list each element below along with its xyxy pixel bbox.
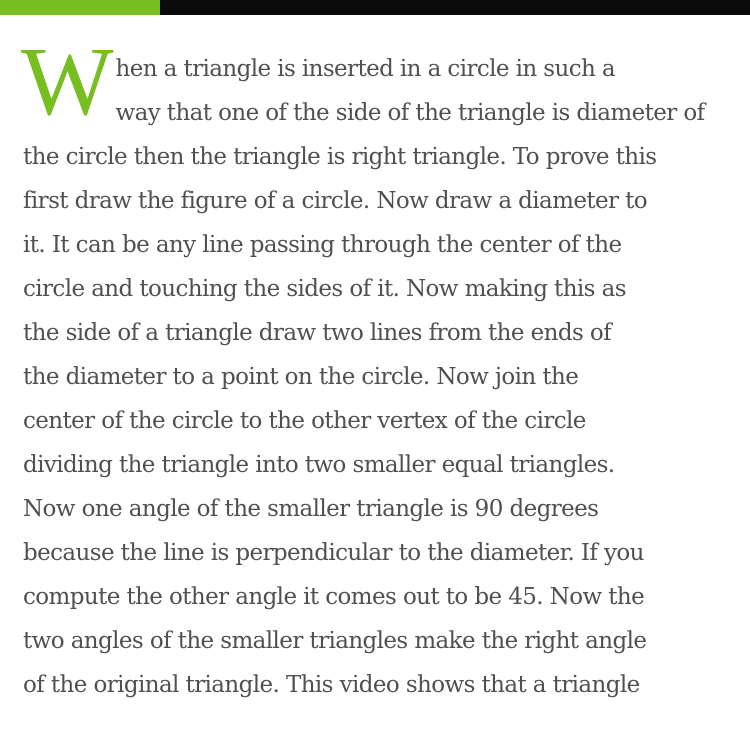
text-line: it. It can be any line passing through the center of the [23,232,622,258]
text-line: circle and touching the sides of it. Now making this as [23,276,626,302]
text-line: hen a triangle is inserted in a circle in such a [115,56,616,82]
text-line: first draw the figure of a circle. Now draw a diameter to [23,188,648,214]
text-line: the side of a triangle draw two lines from the ends of [23,320,612,346]
text-line: way that one of the side of the triangle is diameter of [115,100,705,126]
text-line: the circle then the triangle is right triangle. To prove this [23,144,657,170]
text-line: dividing the triangle into two smaller equal triangles. [23,452,615,478]
article-body [21,28,735,707]
drop-cap: W [21,28,114,136]
text-line: of the original triangle. This video shows that a triangle [23,672,640,698]
text-line: Now one angle of the smaller triangle is 90 degrees [23,496,599,522]
text-line: two angles of the smaller triangles make the right angle [23,628,647,654]
text-line: center of the circle to the other vertex of the circle [23,408,586,434]
text-line: the diameter to a point on the circle. Now join the [23,364,579,390]
text-line: because the line is perpendicular to the diameter. If you [23,540,644,566]
text-line: compute the other angle it comes out to be 45. Now the [23,584,645,610]
